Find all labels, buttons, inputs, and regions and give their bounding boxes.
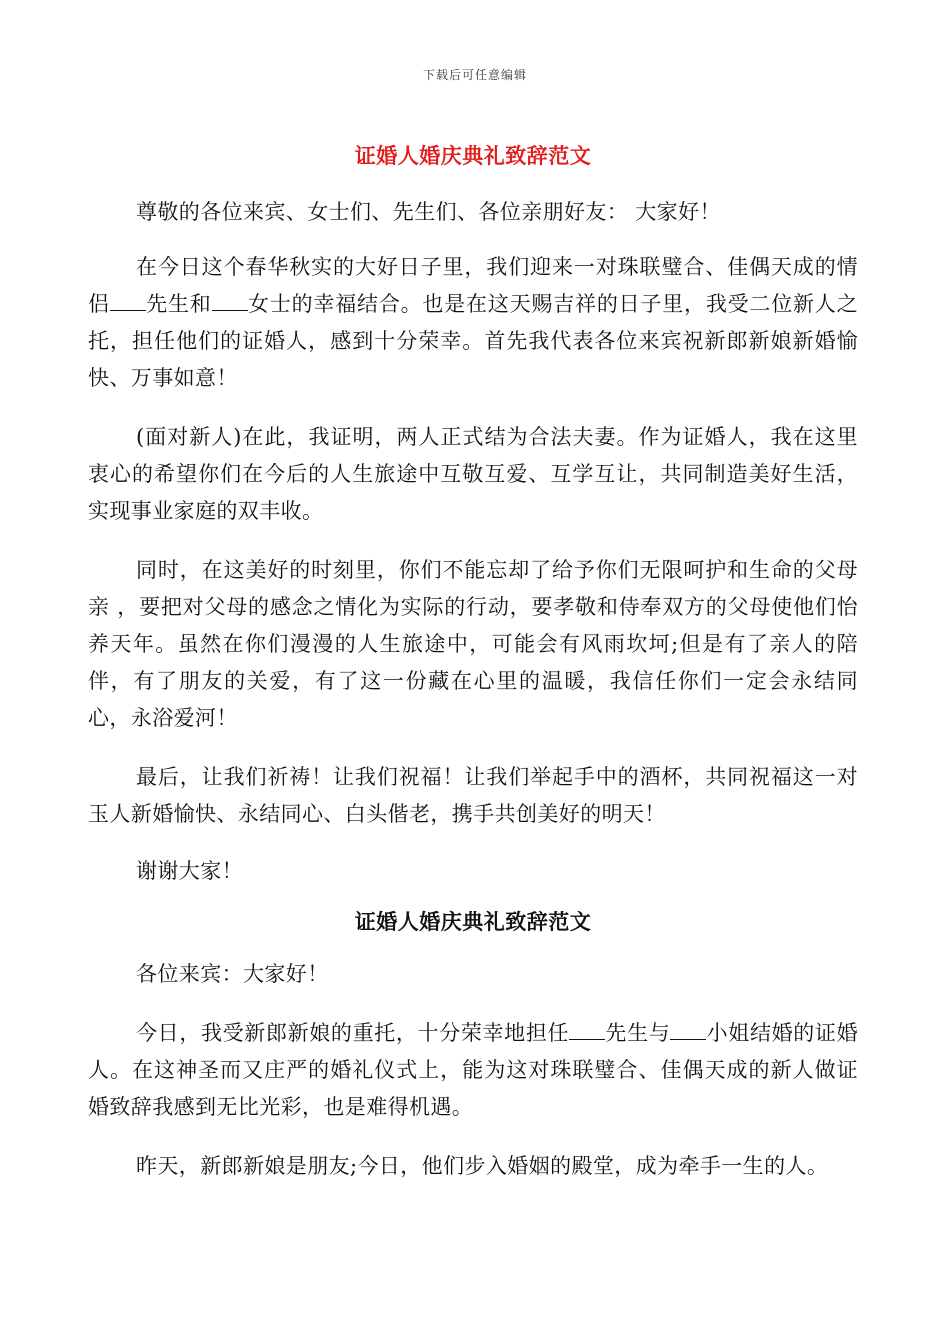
section-title: 证婚人婚庆典礼致辞范文 — [354, 909, 592, 934]
body-paragraph-4: 最后，让我们祈祷！让我们祝福！让我们举起手中的酒杯，共同祝福这一对玉人新婚愉快、永结同心、白头偕老，携手共创美好的明天！ — [88, 765, 858, 826]
body-paragraph-2: (面对新人)在此，我证明，两人正式结为合法夫妻。作为证婚人，我在这里衷心的希望你们在今后的人生旅途中互敬互爱、互学互让，共同制造美好生活，实现事业家庭的双丰收。 — [88, 425, 858, 523]
paragraph-text: 女士的幸福结合。也是在这天赐吉祥的日子里，我受二位新人之托，担任他们的证婚人，感到十分荣幸。首先我代表各位来宾祝新郎新娘新婚愉快、万事如意！ — [88, 292, 859, 390]
paragraph-text: 今日，我受新郎新娘的重托，十分荣幸地担任 — [136, 1021, 570, 1045]
closing-thanks: 谢谢大家！ — [136, 859, 243, 883]
paragraph-text: 在今日这个春华秋实的大好日子里，我们迎来一对珠联璧合、佳偶天成的情侣 — [88, 255, 858, 316]
blank-line — [569, 1021, 605, 1040]
header-note: 下载后可任意编辑 — [422, 68, 527, 82]
body-paragraph-5 — [88, 1015, 858, 1126]
document-title: 证婚人婚庆典礼致辞范文 — [354, 143, 592, 168]
paragraph-text: 先生与 — [605, 1021, 671, 1045]
body-paragraph-3: 同时，在这美好的时刻里，你们不能忘却了给予你们无限呵护和生命的父母亲 ，要把对父母的感念之情化为实际的行动，要孝敬和侍奉双方的父母使他们怡养天年。虽然在你们漫漫的人生旅途中，可能会有风雨坎坷;但是有了亲人的陪伴，有了朋友的关爱，有了这一份藏在心里的温暖，我信任你们一定会永结同心，永浴爱河！ — [88, 558, 858, 730]
blank-line — [670, 1021, 706, 1040]
blank-line — [212, 292, 248, 311]
document-body — [88, 140, 858, 1185]
greeting-paragraph-2: 各位来宾：大家好！ — [136, 962, 329, 986]
greeting-paragraph: 尊敬的各位来宾、女士们、先生们、各位亲朋好友： 大家好！ — [136, 200, 721, 224]
blank-line — [110, 292, 146, 311]
body-paragraph-6: 昨天，新郎新娘是朋友;今日，他们步入婚姻的殿堂，成为牵手一生的人。 — [136, 1154, 829, 1178]
paragraph-text: 先生和 — [145, 292, 212, 316]
body-paragraph-1 — [88, 249, 858, 397]
paragraph-text: 小姐结婚的证婚人。在这神圣而又庄严的婚礼仪式上，能为这对珠联璧合、佳偶天成的新人做证婚致辞我感到无比光彩，也是难得机遇。 — [88, 1021, 858, 1119]
